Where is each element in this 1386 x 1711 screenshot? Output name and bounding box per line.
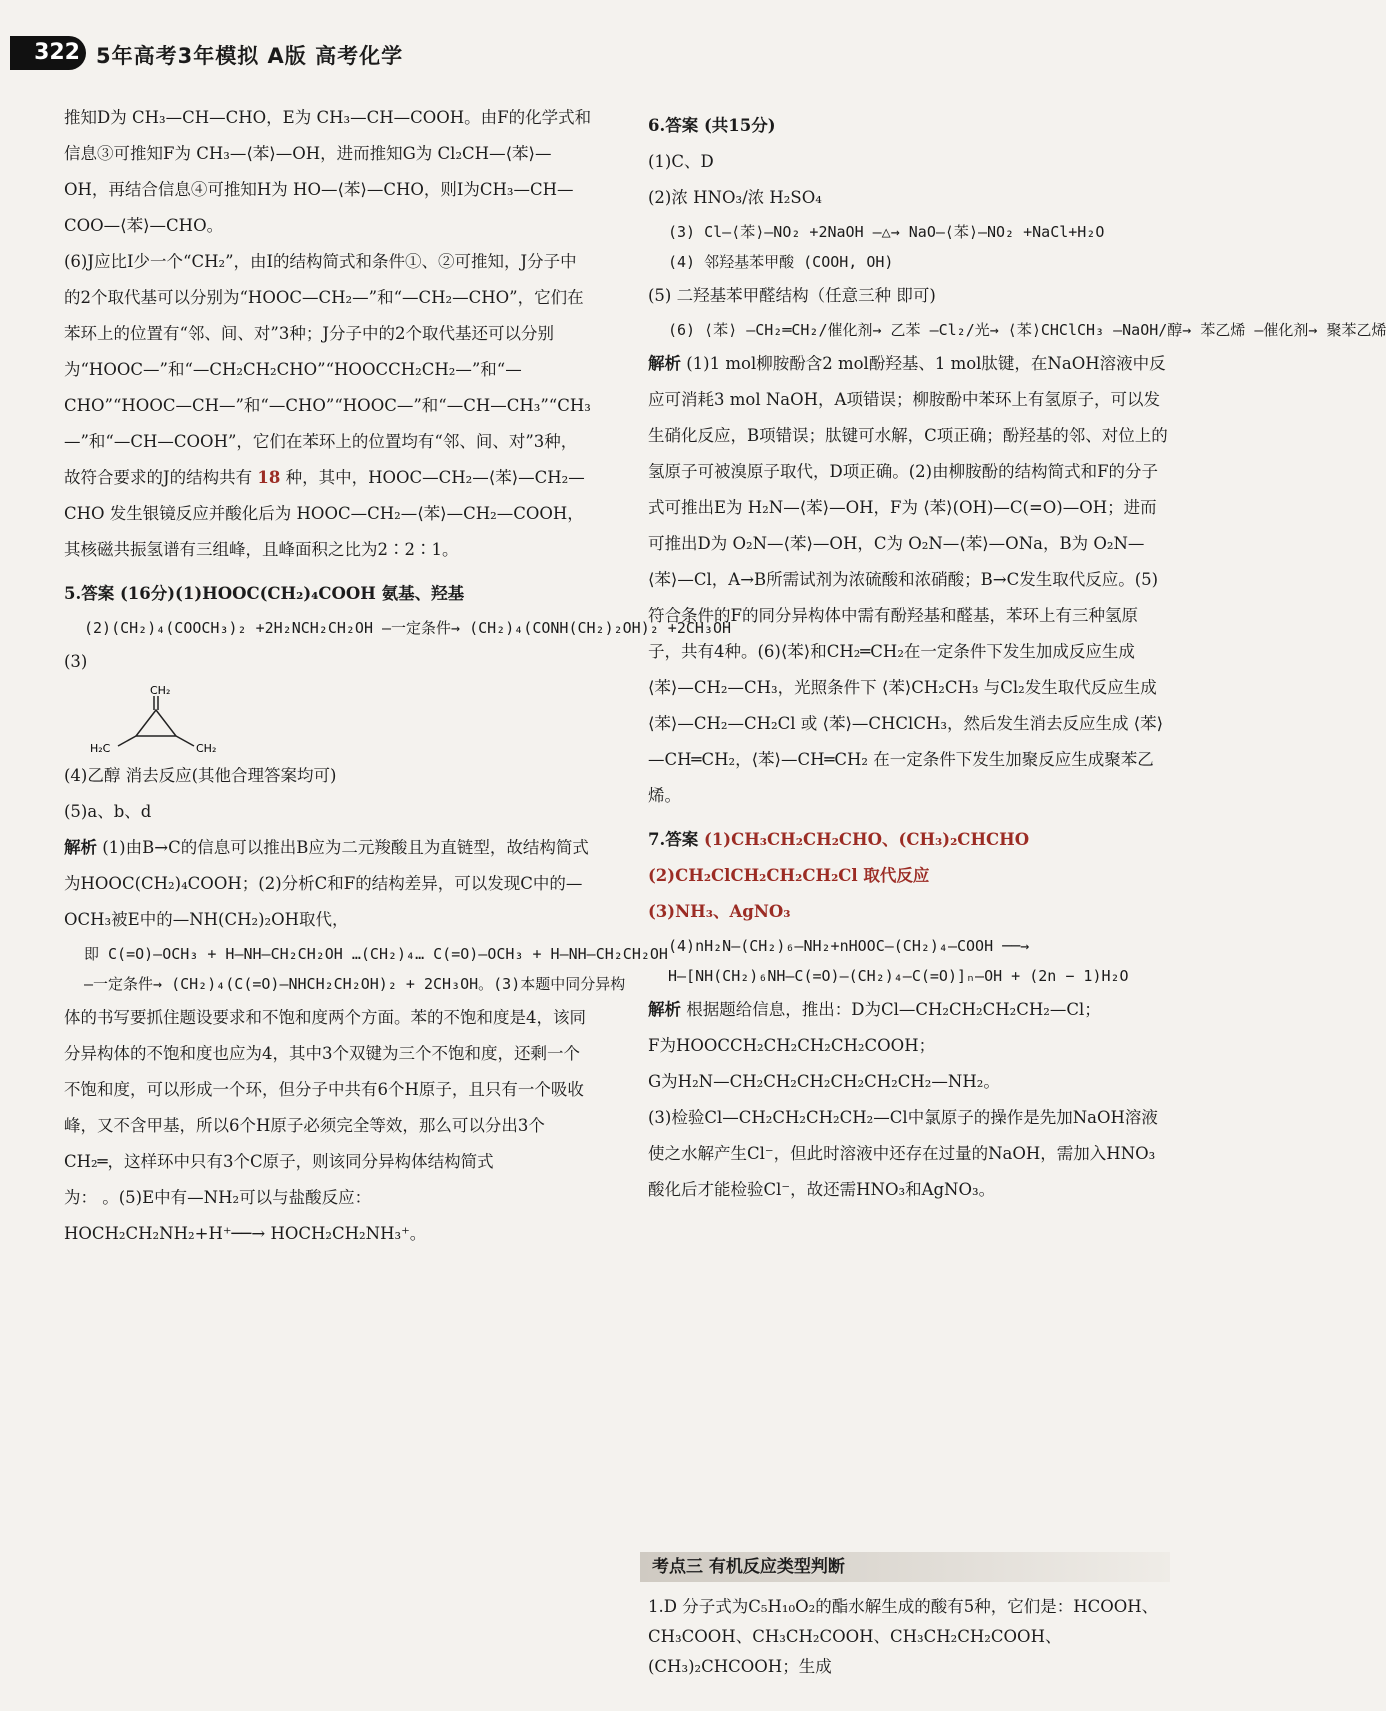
q5-part3-label: (3)	[64, 652, 88, 671]
q6-part6: (6) ⟨苯⟩ —CH₂═CH₂/催化剂→ 乙苯 —Cl₂/光→ ⟨苯⟩CHClCH₃ —NaOH/醇→ 苯乙烯 —催化剂→ 聚苯乙烯	[668, 321, 1386, 339]
q5-part4: (4)乙醇 消去反应(其他合理答案均可)	[64, 766, 337, 785]
q5-part5: (5)a、b、d	[64, 802, 152, 821]
q7-part2: (2)CH₂ClCH₂CH₂CH₂Cl 取代反应	[648, 866, 930, 885]
q7-analysis-d: 根据题给信息，推出：D为Cl—CH₂CH₂CH₂CH₂—Cl；	[686, 1000, 1101, 1019]
page-number: 322	[10, 36, 86, 70]
q7-analysis-f: F为HOOCCH₂CH₂CH₂CH₂COOH；	[648, 1036, 936, 1055]
q6-analysis-label: 解析	[648, 354, 681, 373]
q5-analysis-isomer: 体的书写要抓住题设要求和不饱和度两个方面。苯的不饱和度是4，该同分异构体的不饱和度也应为4，其中3个双键为三个不饱和度，还剩一个不饱和度，可以形成一个环，但分子中共有6个H原子，且只有一个吸收峰，又不含甲基，所以6个H原子必须完全等效，那么可以分出3个CH₂═，这样环中只有3个C原子，则该同分异构体结构简式	[64, 1008, 586, 1171]
q5-analysis	[64, 830, 592, 938]
page-header	[0, 30, 1212, 78]
q5-analysis-label: 解析	[64, 838, 97, 857]
q6-part5-tail: 即可)	[896, 286, 936, 305]
q5-part3	[64, 644, 592, 754]
q4-part6-text: (6)J应比I少一个“CH₂”，由I的结构简式和条件①、②可推知，J分子中的2个取代基可以分别为“HOOC—CH₂—”和“—CH₂—CHO”，它们在苯环上的位置有“邻、间、对”3种；J分子中的2个取代基还可以分别为“HOOC—”和“—CH₂CH₂CHO”“HOOCCH₂CH₂—”和“—CHO”“HOOC—CH—”和“—CHO”“HOOC—”和“—CH—CH₃”“CH₃—”和“—CH—COOH”，它们在苯环上的位置均有“邻、间、对”3种，故符合要求的J的结构共有	[64, 252, 591, 487]
q5-final-equation: HOCH₂CH₂NH₂+H⁺──→ HOCH₂CH₂NH₃⁺。	[64, 1224, 427, 1243]
q5-mechanism: 即 C(=O)—OCH₃ + H—NH—CH₂CH₂OH …(CH₂)₄… C(=O)—OCH₃ + H—NH—CH₂CH₂OH	[84, 945, 668, 963]
q7-part4-products: H—[NH(CH₂)₆NH—C(=O)—(CH₂)₄—C(=O)]ₙ—OH + (2n − 1)H₂O	[668, 967, 1129, 985]
q5-analysis-text: (1)由B→C的信息可以推出B应为二元羧酸且为直链型，故结构简式为HOOC(CH₂)₄COOH；(2)分析C和F的结构差异，可以发现C中的—OCH₃被E中的—NH(CH₂)₂OH取代，	[64, 838, 589, 929]
section-header: 考点三 有机反应类型判断	[640, 1552, 1170, 1582]
q5-mechanism-result: —一定条件→ (CH₂)₄(C(=O)—NHCH₂CH₂OH)₂ + 2CH₃OH。(3)本题中同分异构	[84, 975, 626, 993]
q5-part1: (16分)(1)HOOC(CH₂)₄COOH 氨基、羟基	[119, 584, 465, 603]
q6-part5	[648, 278, 1168, 314]
right-column	[648, 100, 1386, 1208]
trimethylenecyclopropane-structure	[74, 684, 234, 754]
q6-part2: (2)浓 HNO₃/浓 H₂SO₄	[648, 188, 822, 207]
q6-analysis	[648, 346, 1168, 814]
q4-part6-tail: 种，其中，HOOC—CH₂—⟨苯⟩—CH₂—CHO 发生银镜反应并酸化后为 HOOC—CH₂—⟨苯⟩—CH₂—COOH，其核磁共振氢谱有三组峰，且峰面积之比为2∶2∶1。	[64, 468, 585, 559]
q5-equation-2: (2)(CH₂)₄(COOCH₃)₂ +2H₂NCH₂CH₂OH —一定条件→ (CH₂)₄(CONH(CH₂)₂OH)₂ +2CH₃OH	[84, 619, 731, 637]
q5-label: 5.答案	[64, 584, 115, 603]
q6-score: (共15分)	[703, 116, 776, 135]
q7-analysis	[648, 992, 1168, 1028]
q6-part3: (3) Cl—⟨苯⟩—NO₂ +2NaOH —△→ NaO—⟨苯⟩—NO₂ +NaCl+H₂O	[668, 223, 1105, 241]
q6-part1: (1)C、D	[648, 152, 714, 171]
q7-part3: (3)NH₃、AgNO₃	[648, 902, 791, 921]
svg-text:CH₂: CH₂	[150, 684, 171, 697]
q6-answer	[648, 108, 1168, 144]
q7-answer	[648, 822, 1168, 858]
q6-analysis-text: (1)1 mol柳胺酚含2 mol酚羟基、1 mol肽键，在NaOH溶液中反应可消耗3 mol NaOH，A项错误；柳胺酚中苯环上有氢原子，可以发生硝化反应，B项错误；肽键可水解，C项正确；酚羟基的邻、对位上的氢原子可被溴原子取代，D项正确。(2)由柳胺酚的结构简式和F的分子式可推出E为 H₂N—⟨苯⟩—OH，F为 ⟨苯⟩(OH)—C(=O)—OH；进而可推出D为 O₂N—⟨苯⟩—OH，C为 O₂N—⟨苯⟩—ONa，B为 O₂N—⟨苯⟩—Cl，A→B所需试剂为浓硫酸和浓硝酸；B→C发生取代反应。(5)符合条件的F的同分异构体中需有酚羟基和醛基，苯环上有三种氢原子，共有4种。(6)⟨苯⟩和CH₂═CH₂在一定条件下发生加成反应生成 ⟨苯⟩—CH₂—CH₃，光照条件下 ⟨苯⟩CH₂CH₃ 与Cl₂发生取代反应生成 ⟨苯⟩—CH₂—CH₂Cl 或 ⟨苯⟩—CHClCH₃，然后发生消去反应生成 ⟨苯⟩—CH═CH₂，⟨苯⟩—CH═CH₂ 在一定条件下发生加聚反应生成聚苯乙烯。	[648, 354, 1168, 805]
q7-part4-reactants: (4)nH₂N—(CH₂)₆—NH₂+nHOOC—(CH₂)₄—COOH ──→	[668, 937, 1030, 955]
q7-analysis-label: 解析	[648, 1000, 681, 1019]
svg-text:CH₂: CH₂	[196, 742, 217, 755]
q4-part6	[64, 244, 592, 568]
q7-analysis-part3: (3)检验Cl—CH₂CH₂CH₂CH₂—Cl中氯原子的操作是先加NaOH溶液使之水解产生Cl⁻，但此时溶液中还存在过量的NaOH，需加入HNO₃酸化后才能检验Cl⁻，故还需HNO₃和AgNO₃。	[648, 1108, 1158, 1199]
q5-analysis-tail: 为： 。(5)E中有—NH₂可以与盐酸反应：	[64, 1188, 372, 1207]
section3-q1: 1.D 分子式为C₅H₁₀O₂的酯水解生成的酸有5种，它们是：HCOOH、CH₃COOH、CH₃CH₂COOH、CH₃CH₂CH₂COOH、(CH₃)₂CHCOOH；生成	[648, 1597, 1159, 1676]
q4-derivation: 推知D为 CH₃—CH—CHO，E为 CH₃—CH—COOH。由F的化学式和信息③可推知F为 CH₃—⟨苯⟩—OH，进而推知G为 Cl₂CH—⟨苯⟩—OH，再结合信息④可推知H为 HO—⟨苯⟩—CHO，则I为CH₃—CH—COO—⟨苯⟩—CHO。	[64, 108, 592, 235]
q7-label: 7.答案	[648, 830, 699, 849]
q6-part5-text: (5) 二羟基苯甲醛结构（任意三种	[648, 286, 892, 305]
svg-text:H₂C: H₂C	[90, 742, 111, 755]
q6-part4: (4) 邻羟基苯甲酸 (COOH, OH)	[668, 253, 894, 271]
q6-label: 6.答案	[648, 116, 699, 135]
q7-part1: (1)CH₃CH₂CH₂CHO、(CH₃)₂CHCHO	[703, 830, 1030, 849]
isomer-count: 18	[257, 468, 281, 487]
book-title: 5年高考3年模拟 A版 高考化学	[96, 44, 404, 68]
q7-analysis-g: G为H₂N—CH₂CH₂CH₂CH₂CH₂CH₂—NH₂。	[648, 1072, 1000, 1091]
q5-answer	[64, 576, 592, 612]
